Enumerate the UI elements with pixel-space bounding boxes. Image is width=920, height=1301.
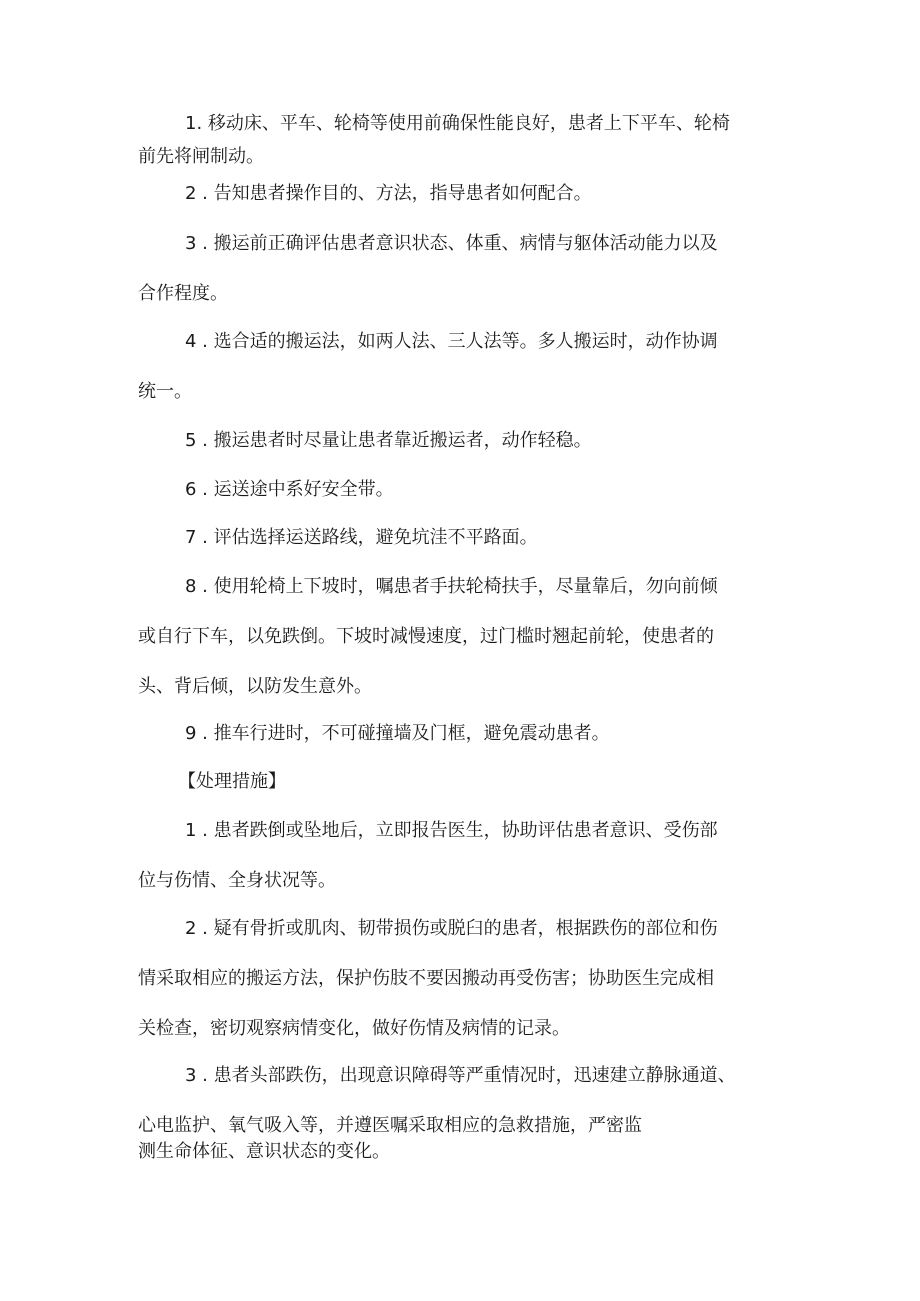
paragraph-line: 3 . 患者头部跌伤，出现意识障碍等严重情况时，迅速建立静脉通道、	[185, 1065, 736, 1086]
measure-paragraph-1	[138, 822, 788, 890]
paragraph-line: 4 . 选合适的搬运法，如两人法、三人法等。多人搬运时，动作协调	[185, 331, 718, 352]
paragraph-1	[138, 115, 788, 166]
paragraph-line: 3 . 搬运前正确评估患者意识状态、体重、病情与躯体活动能力以及	[185, 233, 718, 254]
paragraph-4	[138, 333, 788, 401]
paragraph-line: 6 . 运送途中系好安全带。	[185, 479, 394, 500]
paragraph-2	[138, 185, 788, 203]
paragraph-line: 7 . 评估选择运送路线，避免坑洼不平路面。	[185, 527, 538, 548]
paragraph-line: 头、背后倾，以防发生意外。	[138, 676, 372, 697]
measure-paragraph-3	[138, 1067, 788, 1161]
measure-paragraph-2	[138, 920, 788, 1038]
paragraph-9	[138, 725, 788, 743]
section-heading-text: 【处理措施】	[178, 771, 286, 792]
paragraph-line: 位与伤情、全身状况等。	[138, 870, 336, 891]
paragraph-line: 关检查，密切观察病情变化，做好伤情及病情的记录。	[138, 1018, 570, 1039]
paragraph-3	[138, 235, 788, 303]
paragraph-6	[138, 481, 788, 499]
paragraph-line: 1. 移动床、平车、轮椅等使用前确保性能良好，患者上下平车、轮椅	[185, 113, 730, 134]
paragraph-line: 测生命体征、意识状态的变化。	[138, 1141, 390, 1162]
paragraph-line: 8 . 使用轮椅上下坡时，嘱患者手扶轮椅扶手，尽量靠后，勿向前倾	[185, 576, 718, 597]
paragraph-7	[138, 529, 788, 547]
paragraph-5	[138, 432, 788, 450]
paragraph-line: 心电监护、氧气吸入等，并遵医嘱采取相应的急救措施，严密监	[138, 1115, 642, 1136]
paragraph-line: 2 . 疑有骨折或肌肉、韧带损伤或脱臼的患者，根据跌伤的部位和伤	[185, 918, 718, 939]
paragraph-line: 1 . 患者跌倒或坠地后，立即报告医生，协助评估患者意识、受伤部	[185, 820, 718, 841]
section-heading	[138, 773, 788, 791]
paragraph-line: 前先将闸制动。	[138, 146, 264, 167]
paragraph-line: 合作程度。	[138, 283, 228, 304]
paragraph-line: 5 . 搬运患者时尽量让患者靠近搬运者，动作轻稳。	[185, 430, 592, 451]
paragraph-8	[138, 578, 788, 696]
paragraph-line: 情采取相应的搬运方法，保护伤肢不要因搬动再受伤害；协助医生完成相	[138, 968, 714, 989]
paragraph-line: 2 . 告知患者操作目的、方法，指导患者如何配合。	[185, 183, 592, 204]
paragraph-line: 统一。	[138, 381, 192, 402]
paragraph-line: 或自行下车，以免跌倒。下坡时减慢速度，过门槛时翘起前轮，使患者的	[138, 626, 714, 647]
paragraph-line: 9 . 推车行进时，不可碰撞墙及门框，避免震动患者。	[185, 723, 610, 744]
